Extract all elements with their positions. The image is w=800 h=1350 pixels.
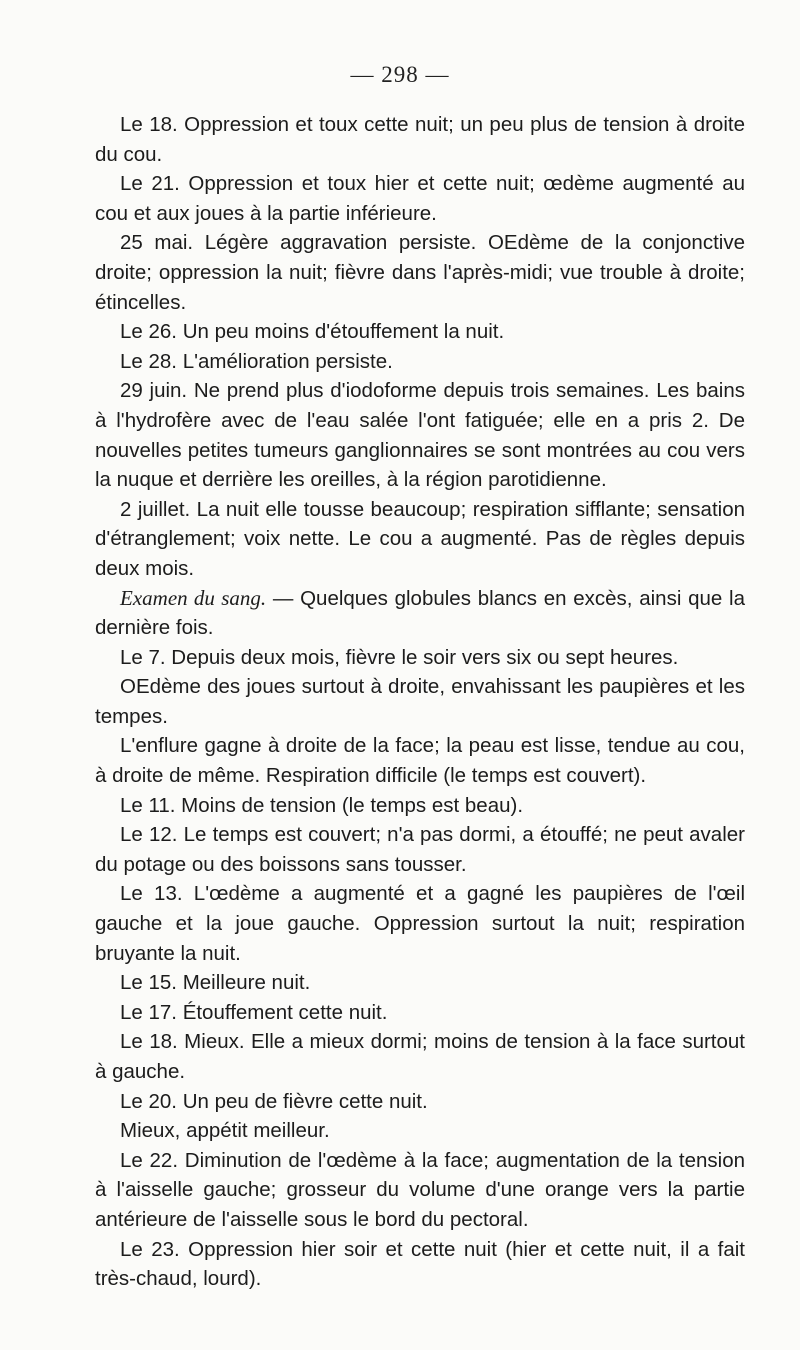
paragraph-text: Le 20. Un peu de fièvre cette nuit. — [120, 1089, 428, 1113]
paragraph-text: Le 11. Moins de tension (le temps est beau). — [120, 793, 524, 817]
paragraph — [95, 791, 745, 821]
paragraph — [95, 347, 745, 377]
paragraph — [95, 495, 745, 584]
page-number: — 298 — — [350, 62, 450, 87]
paragraph — [95, 820, 745, 879]
paragraph — [95, 731, 745, 790]
paragraph-text: Le 18. Mieux. Elle a mieux dormi; moins de tension à la face surtout à gauche. — [95, 1030, 745, 1083]
paragraph-text: Le 13. L'œdème a augmenté et a gagné les paupières de l'œil gauche et la joue gauche. Oppression surtout la nuit; respiration bruyante la nuit. — [95, 882, 745, 965]
paragraph-text: Le 23. Oppression hier soir et cette nuit (hier et cette nuit, il a fait très-chaud, lourd). — [95, 1237, 745, 1291]
paragraph — [95, 998, 745, 1028]
paragraph-text: Le 7. Depuis deux mois, fièvre le soir vers six ou sept heures. — [120, 645, 679, 669]
paragraph-text: OEdème des joues surtout à droite, envahissant les paupières et les tempes. — [95, 675, 745, 728]
paragraph-text: 25 mai. Légère aggravation persiste. OEdème de la conjonctive droite; oppression la nuit; fièvre dans l'après-midi; vue trouble à droite; étincelles. — [95, 231, 745, 314]
paragraph-text: Le 21. Oppression et toux hier et cette nuit; œdème augmenté au cou et aux joues à la partie inférieure. — [95, 172, 745, 225]
paragraph-text: Le 18. Oppression et toux cette nuit; un peu plus de tension à droite du cou. — [95, 113, 745, 166]
paragraph-text: Le 12. Le temps est couvert; n'a pas dormi, a étouffé; ne peut avaler du potage ou des boissons sans tousser. — [95, 823, 745, 876]
paragraph — [95, 228, 745, 317]
paragraph-text: Mieux, appétit meilleur. — [120, 1119, 330, 1143]
paragraph — [95, 1116, 745, 1146]
text-body — [95, 110, 745, 1294]
paragraph — [95, 584, 745, 643]
paragraph-lead: Examen du sang. — [120, 585, 267, 610]
paragraph — [95, 317, 745, 347]
paragraph-text: Le 22. Diminution de l'œdème à la face; augmentation de la tension à l'aisselle gauche; grosseur du volume d'une orange vers la partie antérieure de l'aisselle sous le bord du pectoral. — [95, 1148, 745, 1231]
paragraph-text: Le 26. Un peu moins d'étouffement la nuit. — [120, 320, 505, 344]
paragraph — [95, 968, 745, 998]
paragraph — [95, 879, 745, 968]
paragraph-text: L'enflure gagne à droite de la face; la peau est lisse, tendue au cou, à droite de même. Respiration difficile (le temps est couvert). — [95, 734, 745, 788]
paragraph-text: Le 15. Meilleure nuit. — [120, 971, 311, 995]
paragraph — [95, 1087, 745, 1117]
paragraph — [95, 672, 745, 731]
paragraph — [95, 1146, 745, 1235]
paragraph-text: Le 17. Étouffement cette nuit. — [120, 1000, 388, 1024]
paragraph-text: 29 juin. Ne prend plus d'iodoforme depuis trois semaines. Les bains à l'hydrofère avec de l'eau salée l'ont fatiguée; elle en a pris 2. De nouvelles petites tumeurs ganglionnaires se sont montrées au cou vers la nuque et derrière les oreilles, à la région parotidienne. — [95, 379, 745, 492]
paragraph — [95, 643, 745, 673]
paragraph — [95, 110, 745, 169]
paragraph-text: — Quelques globules blancs en excès, ainsi que la dernière fois. — [95, 586, 745, 640]
paragraph — [95, 169, 745, 228]
paragraph — [95, 1027, 745, 1086]
paragraph-text: Le 28. L'amélioration persiste. — [120, 349, 393, 373]
paragraph — [95, 376, 745, 494]
paragraph — [95, 1235, 745, 1294]
paragraph-text: 2 juillet. La nuit elle tousse beaucoup; respiration sifflante; sensation d'étranglement; voix nette. Le cou a augmenté. Pas de règles depuis deux mois. — [95, 497, 745, 580]
